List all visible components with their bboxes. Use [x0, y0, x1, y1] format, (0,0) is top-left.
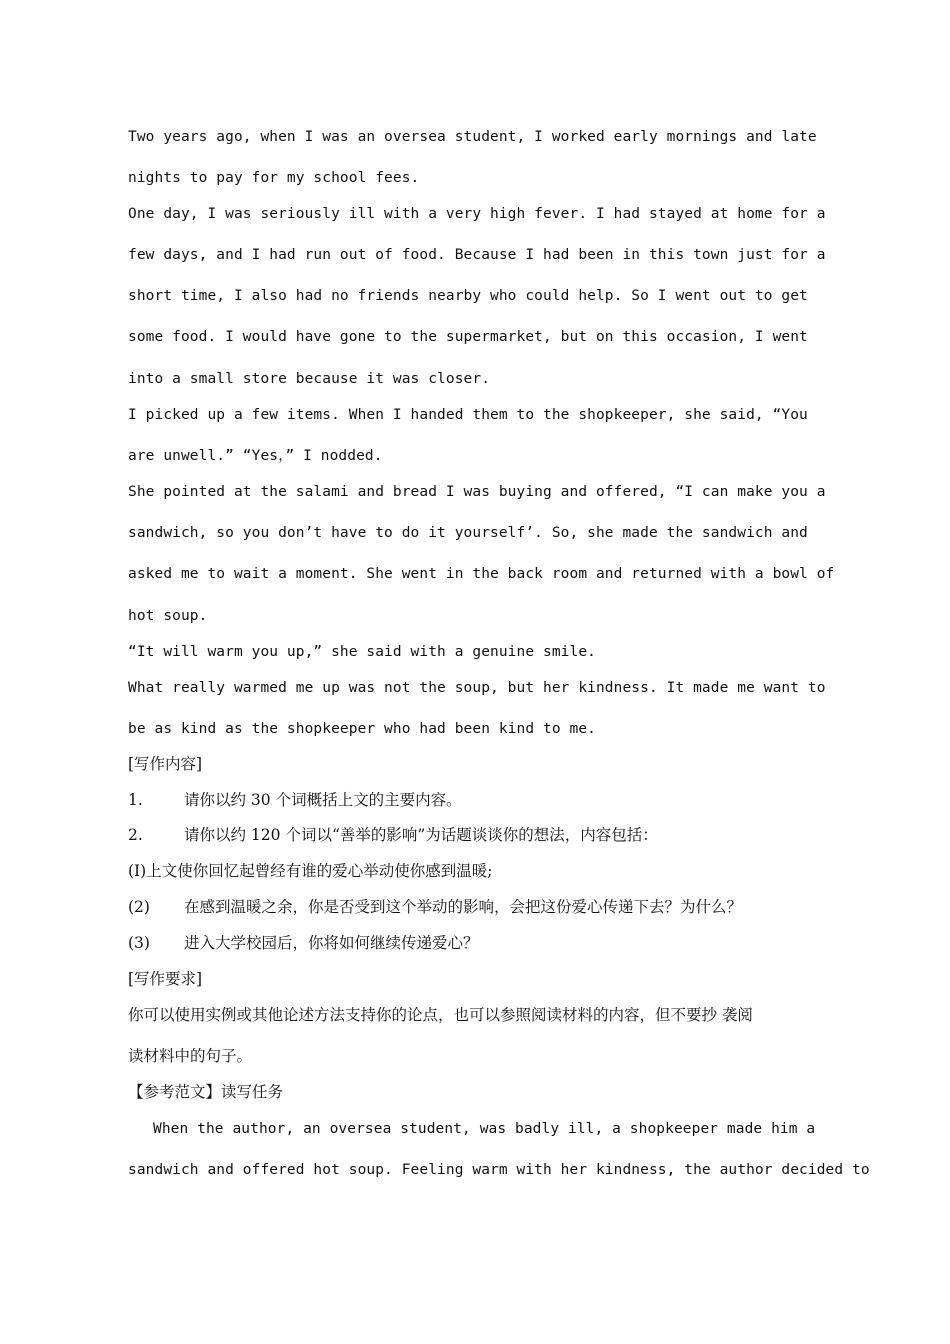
- task-subitem-2-text: 在感到温暖之余，你是否受到这个举动的影响，会把这份爱心传递下去？为什么？: [184, 898, 743, 916]
- task-item-1-text: 请你以约 30 个词概括上文的主要内容。: [184, 791, 462, 809]
- task-item-2-text: 请你以约 120 个词以“善举的影响”为话题谈谈你的想法，内容包括：: [184, 826, 658, 844]
- passage-line: be as kind as the shopkeeper who had been kind to me.: [128, 721, 596, 737]
- sample-heading: 【参考范文】读写任务: [128, 1083, 284, 1101]
- passage-line: into a small store because it was closer.: [128, 371, 491, 387]
- sample-line: sandwich and offered hot soup. Feeling warm with her kindness, the author decided to: [128, 1162, 870, 1178]
- requirements-text: 读材料中的句子。: [128, 1047, 253, 1065]
- passage-line: What really warmed me up was not the soup, but her kindness. It made me want to: [128, 680, 826, 696]
- passage-line: “It will warm you up,” she said with a genuine smile.: [128, 644, 596, 660]
- requirements-heading: [写作要求]: [128, 970, 203, 988]
- passage-line: sandwich, so you don’t have to do it yourself’. So, she made the sandwich and: [128, 525, 808, 541]
- passage-line: some food. I would have gone to the supermarket, but on this occasion, I went: [128, 329, 808, 345]
- sample-line: When the author, an oversea student, was badly ill, a shopkeeper made him a: [153, 1121, 816, 1137]
- task-item-1: [128, 791, 828, 809]
- task-item-1-number: 1.: [128, 791, 143, 809]
- passage-line: Two years ago, when I was an oversea student, I worked early mornings and late: [128, 129, 817, 145]
- task-subitem-1: (Ⅰ)上文使你回忆起曾经有谁的爱心举动使你感到温暖;: [128, 862, 493, 880]
- passage-line: are unwell.” “Yes，” I nodded.: [128, 448, 383, 464]
- content-heading: [写作内容]: [128, 755, 203, 773]
- passage-line: I picked up a few items. When I handed them to the shopkeeper, she said, “You: [128, 407, 808, 423]
- passage-line: hot soup.: [128, 608, 208, 624]
- passage-line: She pointed at the salami and bread I was buying and offered, “I can make you a: [128, 484, 826, 500]
- passage-line: nights to pay for my school fees.: [128, 170, 420, 186]
- task-subitem-2: [128, 898, 828, 916]
- task-item-2-number: 2.: [128, 826, 143, 844]
- passage-line: short time, I also had no friends nearby who could help. So I went out to get: [128, 288, 808, 304]
- task-item-2: [128, 826, 828, 844]
- task-subitem-3-number: (3): [128, 934, 150, 952]
- passage-line: One day, I was seriously ill with a very high fever. I had stayed at home for a: [128, 206, 826, 222]
- task-subitem-2-number: (2): [128, 898, 150, 916]
- requirements-text: 你可以使用实例或其他论述方法支持你的论点，也可以参照阅读材料的内容，但不要抄 袭阅: [128, 1006, 753, 1024]
- passage-line: asked me to wait a moment. She went in the back room and returned with a bowl of: [128, 566, 835, 582]
- passage-line: few days, and I had run out of food. Because I had been in this town just for a: [128, 247, 826, 263]
- task-subitem-3-text: 进入大学校园后，你将如何继续传递爱心？: [184, 934, 479, 952]
- task-subitem-3: [128, 934, 828, 952]
